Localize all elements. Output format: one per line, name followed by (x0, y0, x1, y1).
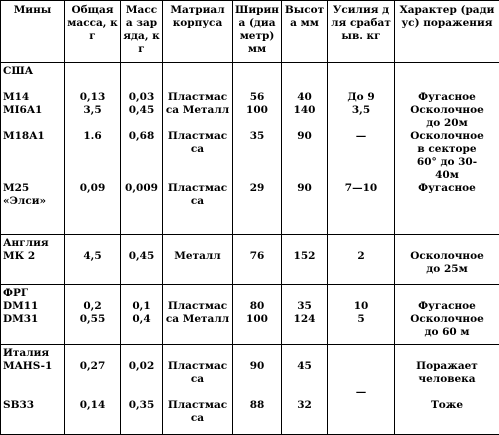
col-mines (1, 63, 65, 235)
header-mines: Мины (1, 1, 65, 63)
col-material (163, 63, 233, 235)
col-height (282, 285, 328, 345)
charge-mass: 0,03 (128, 91, 155, 103)
mine-name: M25 (3, 182, 30, 194)
material: са (190, 373, 205, 385)
total-mass: 0,27 (79, 360, 106, 372)
trigger-force: 3,5 (351, 104, 371, 116)
col-material (163, 345, 233, 435)
height: 140 (293, 104, 316, 116)
material: са Металл (165, 104, 230, 116)
total-mass: 4,5 (83, 250, 102, 262)
mine-name: DM31 (3, 313, 39, 325)
col-damage (395, 285, 499, 345)
country-usa: США (3, 65, 34, 77)
damage: до 20м (426, 117, 468, 129)
col-material (163, 235, 233, 285)
material: Металл (174, 250, 221, 262)
italy-block (1, 345, 499, 435)
col-damage (395, 235, 499, 285)
material: Пластмас (167, 91, 228, 103)
charge-mass: 0,45 (128, 250, 155, 262)
trigger-force: — (355, 386, 367, 398)
damage: до 60 м (424, 326, 470, 338)
charge-mass: 0,02 (128, 360, 155, 372)
height: 152 (293, 250, 316, 262)
damage: 60° до 30- (416, 156, 478, 168)
material: Пластмас (167, 130, 228, 142)
usa-block (1, 63, 499, 235)
col-mines (1, 285, 65, 345)
charge-mass: 0,4 (132, 313, 151, 325)
header-charge-mass: Масса заряда, кг (121, 1, 163, 63)
height: 32 (297, 399, 312, 411)
col-width (233, 345, 282, 435)
material: Пластмас (167, 360, 228, 372)
trigger-force: 2 (357, 250, 365, 262)
height: 40 (297, 91, 312, 103)
damage: в секторе (417, 143, 477, 155)
header-row (1, 1, 499, 63)
mine-name: MAHS-1 (3, 360, 53, 372)
total-mass: 1.6 (83, 130, 102, 142)
england-block (1, 235, 499, 285)
country-england: Англия (3, 237, 49, 249)
damage: Осколочное (410, 313, 484, 325)
charge-mass: 0,35 (128, 399, 155, 411)
width: 76 (249, 250, 265, 262)
charge-mass: 0,68 (128, 130, 155, 142)
total-mass: 0,55 (79, 313, 106, 325)
header-total-mass: Общая масса, кг (65, 1, 121, 63)
header-width: Ширина (диаметр) мм (233, 1, 282, 63)
material: Пластмас (167, 399, 228, 411)
col-damage (395, 345, 499, 435)
damage: Осколочное (410, 104, 484, 116)
damage: Поражает (416, 360, 478, 372)
charge-mass: 0,009 (125, 182, 158, 194)
damage: Фугасное (418, 91, 476, 103)
charge-mass: 0,45 (128, 104, 155, 116)
header-trigger-force: Усилия для срабатыв. кг (328, 1, 395, 63)
mine-name: M18A1 (3, 130, 45, 142)
col-height (282, 345, 328, 435)
col-mines (1, 235, 65, 285)
col-charge-mass (121, 235, 163, 285)
col-total-mass (65, 63, 121, 235)
col-trigger-force (328, 63, 395, 235)
header-height: Высота мм (282, 1, 328, 63)
col-total-mass (65, 235, 121, 285)
damage: Фугасное (418, 182, 476, 194)
width: 100 (246, 313, 268, 325)
trigger-force: — (355, 130, 367, 142)
material: Пластмас (167, 300, 228, 312)
col-height (282, 235, 328, 285)
height: 90 (297, 182, 312, 194)
total-mass: 0,14 (79, 399, 106, 411)
frg-block (1, 285, 499, 345)
col-trigger-force (328, 285, 395, 345)
mine-name: DM11 (3, 300, 39, 312)
damage: Осколочное (410, 130, 484, 142)
header-case-material: Матриал корпуса (163, 1, 233, 63)
trigger-force: До 9 (347, 91, 375, 103)
material: Пластмас (167, 182, 228, 194)
col-width (233, 235, 282, 285)
width: 29 (249, 182, 265, 194)
height: 35 (297, 300, 312, 312)
height: 124 (293, 313, 316, 325)
total-mass: 0,2 (83, 300, 102, 312)
height: 45 (297, 360, 312, 372)
col-trigger-force (328, 235, 395, 285)
width: 88 (249, 399, 265, 411)
col-width (233, 285, 282, 345)
damage: человека (418, 373, 476, 385)
trigger-force: 7—10 (344, 182, 378, 194)
damage: Тоже (430, 399, 464, 411)
col-mines (1, 345, 65, 435)
width: 100 (246, 104, 268, 116)
total-mass: 3,5 (83, 104, 102, 116)
width: 56 (249, 91, 265, 103)
charge-mass: 0,1 (132, 300, 151, 312)
width: 35 (249, 130, 265, 142)
damage: Фугасное (418, 300, 476, 312)
trigger-force: 10 (353, 300, 369, 312)
mine-alias: «Элси» (3, 195, 47, 207)
col-trigger-force (328, 345, 395, 435)
damage: 40м (435, 169, 459, 181)
height: 90 (297, 130, 312, 142)
col-width (233, 63, 282, 235)
trigger-force: 5 (357, 313, 365, 325)
material: са (190, 195, 205, 207)
col-charge-mass (121, 285, 163, 345)
col-material (163, 285, 233, 345)
material: са Металл (165, 313, 230, 325)
mine-name: SB33 (3, 399, 35, 411)
mine-name: МК 2 (3, 250, 36, 262)
mine-name: MI6A1 (3, 104, 43, 116)
header-damage-type: Характер (радиус) поражения (395, 1, 499, 63)
col-height (282, 63, 328, 235)
country-frg: ФРГ (3, 287, 29, 299)
col-total-mass (65, 345, 121, 435)
mine-name: M14 (3, 91, 30, 103)
material: са (190, 412, 205, 424)
width: 90 (249, 360, 265, 372)
damage: Осколочное (410, 250, 484, 262)
col-charge-mass (121, 63, 163, 235)
damage: до 25м (426, 263, 468, 275)
country-italy: Италия (3, 347, 50, 359)
col-damage (395, 63, 499, 235)
total-mass: 0,13 (79, 91, 106, 103)
width: 80 (249, 300, 265, 312)
col-charge-mass (121, 345, 163, 435)
col-total-mass (65, 285, 121, 345)
material: са (190, 143, 205, 155)
total-mass: 0,09 (79, 182, 106, 194)
